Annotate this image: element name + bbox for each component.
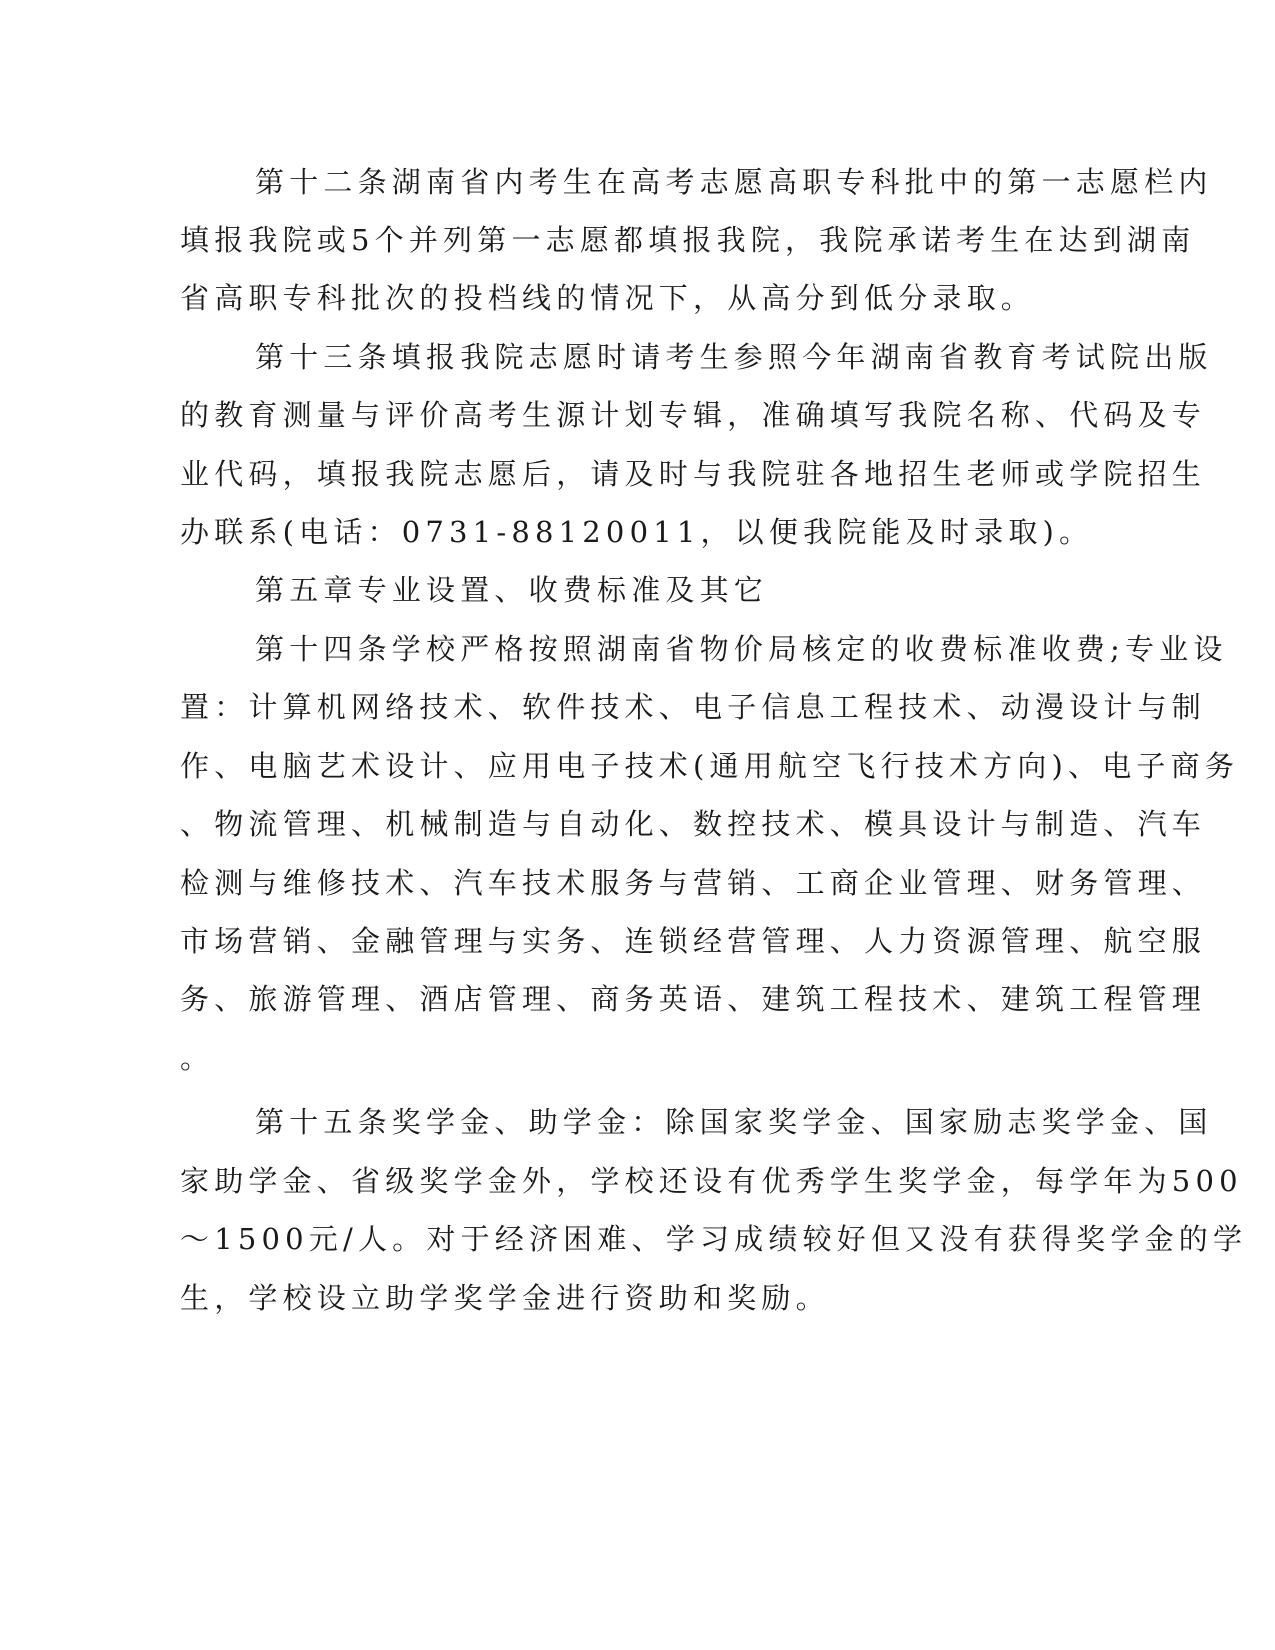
paragraph-14-line-3: 作、电脑艺术设计、应用电子技术(通用航空飞行技术方向)、电子商务	[180, 749, 1240, 783]
paragraph-14-line-4: 、物流管理、机械制造与自动化、数控技术、模具设计与制造、汽车	[180, 807, 1207, 841]
paragraph-14-line-5: 检测与维修技术、汽车技术服务与营销、工商企业管理、财务管理、	[180, 866, 1207, 900]
paragraph-14-line-7: 务、旅游管理、酒店管理、商务英语、建筑工程技术、建筑工程管理	[180, 982, 1207, 1016]
paragraph-15-line-2: 家助学金、省级奖学金外，学校还设有优秀学生奖学金，每学年为500	[180, 1164, 1243, 1198]
paragraph-12-line-1: 第十二条湖南省内考生在高考志愿高职专科批中的第一志愿栏内	[255, 165, 1213, 199]
paragraph-12-line-2: 填报我院或5个并列第一志愿都填报我院，我院承诺考生在达到湖南	[180, 223, 1196, 257]
paragraph-14-line-1: 第十四条学校严格按照湖南省物价局核定的收费标准收费;专业设	[255, 632, 1228, 666]
paragraph-13-line-3: 业代码，填报我院志愿后，请及时与我院驻各地招生老师或学院招生	[180, 457, 1207, 491]
paragraph-13-line-1: 第十三条填报我院志愿时请考生参照今年湖南省教育考试院出版	[255, 340, 1213, 374]
paragraph-13-line-2: 的教育测量与评价高考生源计划专辑，准确填写我院名称、代码及专	[180, 398, 1207, 432]
paragraph-13-line-4: 办联系(电话：0731-88120011，以便我院能及时录取)。	[180, 515, 1094, 549]
paragraph-15-line-3: ～1500元/人。对于经济困难、学习成绩较好但又没有获得奖学金的学	[180, 1222, 1248, 1256]
paragraph-14-line-2: 置：计算机网络技术、软件技术、电子信息工程技术、动漫设计与制	[180, 690, 1207, 724]
paragraph-14-line-6: 市场营销、金融管理与实务、连锁经营管理、人力资源管理、航空服	[180, 924, 1207, 958]
chapter-5-heading: 第五章专业设置、收费标准及其它	[255, 573, 769, 607]
paragraph-12-line-3: 省高职专科批次的投档线的情况下，从高分到低分录取。	[180, 281, 1036, 315]
paragraph-15-line-4: 生，学校设立助学奖学金进行资助和奖励。	[180, 1281, 830, 1315]
paragraph-15-line-1: 第十五条奖学金、助学金：除国家奖学金、国家励志奖学金、国	[255, 1105, 1213, 1139]
paragraph-14-line-8: 。	[180, 1041, 215, 1075]
